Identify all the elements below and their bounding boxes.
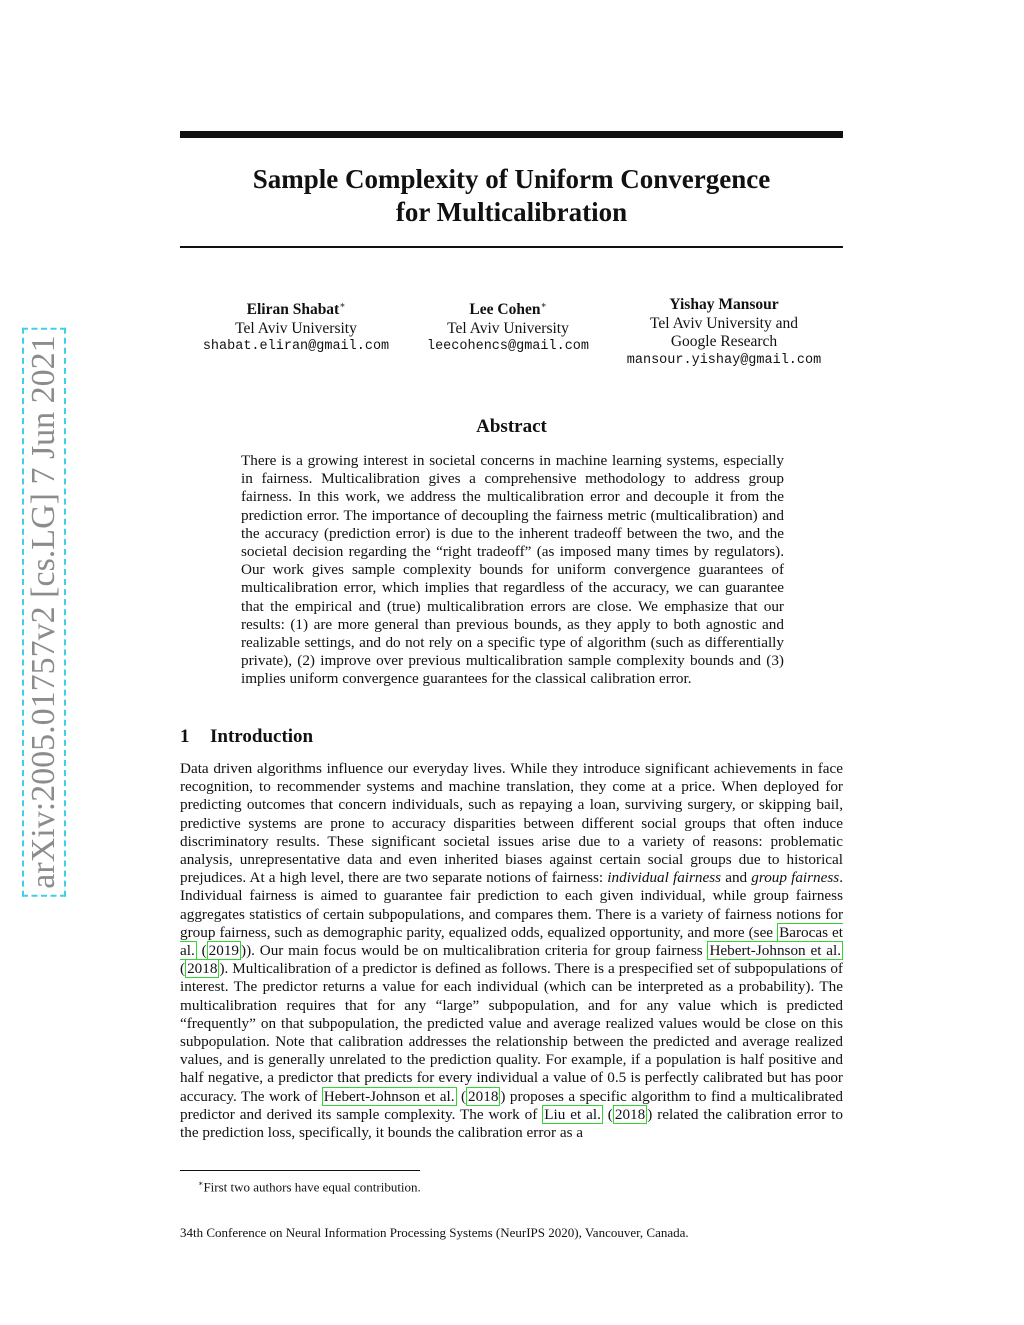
author-name: Yishay Mansour [669, 296, 779, 313]
intro-text-3: )). Our main focus would be on multicalibration criteria for group fairness [241, 942, 708, 960]
author-affiliation: Tel Aviv University [235, 319, 357, 337]
citation-link-barocas[interactable]: Barocas et al. [180, 923, 844, 960]
author-affiliation-line-2: Google Research [670, 333, 778, 350]
author-email: leecohencs@gmail.com [426, 339, 590, 355]
section-title: Introduction [210, 726, 314, 747]
abstract-heading: Abstract [476, 416, 547, 437]
intro-emphasis-group-fairness: group fairness [751, 869, 840, 887]
author-name: Lee Cohen [469, 301, 541, 319]
title-line-1: Sample Complexity of Uniform Convergence [252, 164, 771, 194]
footnote-text: First two authors have equal contribution. [203, 1179, 421, 1195]
intro-text-5: ) proposes a specific algorithm to find a multicalibrated predictor and derived its sample complexity. The work of [180, 1087, 844, 1123]
venue-note: 34th Conference on Neural Information Processing Systems (NeurIPS 2020), Vancouver, Canada. [180, 1225, 689, 1240]
citation-year-link-hebert-johnson-2[interactable]: 2018 [468, 1087, 499, 1105]
intro-text-2: . Individual fairness is aimed to guarantee fair prediction to each given individual, while group fairness aggregates statistics of certain subpopulations, and compares them. There is a variety of fairness notions for group fairness, such as demographic parity, equalized odds, equalized opportunity, and more (see [180, 869, 844, 941]
intro-emphasis-individual-fairness: individual fairness [607, 869, 722, 887]
author-block-2 [412, 296, 604, 357]
footnote-rule [180, 1170, 420, 1171]
footnote [198, 1176, 421, 1195]
author-affiliation-line-1: Tel Aviv University and [649, 314, 798, 332]
citation-link-liu[interactable]: Liu et al. [544, 1105, 601, 1123]
section-heading [180, 726, 313, 748]
intro-text-4: ). Multicalibration of a predictor is defined as follows. There is a prespecified set of subpopulations of interest. The predictor returns a value for each individual (which can be interpreted as a probability). The multicalibration requires that for any “large” subpopulation, and for any value which is predicted “frequently” on that subpopulation, the predicted value and average realized values would be close on this subpopulation. Note that calibration addresses the relationship between the predicted and average realized values, and is generally unrelated to the prediction quality. For example, if a population is half positive and half negative, a predictor that predicts for every individual a value of 0.5 is perfectly calibrated but has poor accuracy. The work of [180, 960, 843, 1105]
title-top-rule [180, 131, 843, 138]
intro-text-1: Data driven algorithms influence our everyday lives. While they introduce significant achievements in face recognition, to recommender systems and machine translation, they come at a price. When deployed for predicting outcomes that concern individuals, such as repaying a loan, surviving surgery, or skipping bail, predictive systems are prone to accuracy disparities between different social groups that often induce discriminatory results. These significant societal issues arise due to a variety of reasons: problematic analysis, unrepresentative data and even inherited biases against certain social groups due to historical prejudices. At a high level, there are two separate notions of fairness: [180, 760, 843, 887]
author-email: mansour.yishay@gmail.com [626, 352, 822, 368]
citation-link-hebert-johnson-2[interactable]: Hebert-Johnson et al. [323, 1087, 455, 1105]
title-bottom-rule [180, 246, 843, 248]
citation-year-link-barocas[interactable]: 2019 [208, 942, 240, 960]
paper-title [180, 163, 843, 229]
citation-year-link-liu[interactable]: 2018 [614, 1105, 646, 1123]
author-name: Eliran Shabat [246, 301, 340, 319]
author-block-1 [190, 296, 402, 357]
intro-text-and: and [721, 869, 752, 887]
author-affiliation: Tel Aviv University [447, 319, 569, 337]
author-mark: ∗ [339, 300, 346, 310]
section-number: 1 [180, 726, 190, 747]
author-email: shabat.eliran@gmail.com [202, 339, 390, 355]
introduction-paragraph: Data driven algorithms influence our everyday lives. While they introduce significant achievements in face recognition, to recommender systems and machine translation, they come at a price. When deployed for predicting outcomes that concern individuals, such as repaying a loan, surviving surgery, or skipping bail, predictive systems are prone to accuracy disparities between different social groups that often induce discriminatory results. These significant societal issues arise due to a variety of reasons: problematic analysis, unrepresentative data and even inherited biases against certain social groups due to historical prejudices. At a high level, there are two separate notions of fairness: individual fairness and group fairness. Individual fairness is aimed to guarantee fair prediction to each given individual, while group fairness aggregates statistics of certain subpopulations, and compares them. There is a variety of fairness notions for group fairness, such as demographic parity, equalized odds, equalized opportunity, and more (see Barocas et al. ( 2019 )). Our main focus would be on multicalibration criteria for group fairness Hebert-Johnson et al. ( 2018 ). Multicalibration of a predictor is defined as follows. There is a prespecified set of subpopulations of interest. The predictor returns a value for each individual (which can be interpreted as a probability). The multicalibration requires that for any “large” subpopulation, and for any value which is predicted “frequently” on that subpopulation, the predicted value and average realized values would be close on this subpopulation. Note that calibration addresses the relationship between the predicted and average realized values, and is generally unrelated to the prediction quality. For example, if a population is half positive and half negative, a predictor that predicts for every individual a value of 0.5 is perfectly calibrated but has poor accuracy. The work of Hebert-Johnson et al. ( 2018 ) proposes a specific algorithm to find a multicalibrated predictor and derived its sample complexity. The work of Liu et al. ( 2018 ) related the calibration error to the prediction loss, specifically, it bounds the calibration error as a [180, 760, 844, 1142]
citation-year-link-hebert-johnson[interactable]: 2018 [187, 960, 218, 978]
abstract-text: There is a growing interest in societal concerns in machine learning systems, especially in fairness. Multicalibration gives a comprehensive methodology to address group fairness. In this work, we address the multicalibration error and decouple it from the prediction error. The importance of decoupling the fairness metric (multicalibration) and the accuracy (prediction error) is due to the inherent tradeoff between the two, and the societal decision regarding the “right tradeoff” (as imposed many times by regulators). Our work gives sample complexity bounds for uniform convergence guarantees of multicalibration error, which implies that regardless of the accuracy, we can guarantee that the empirical and (true) multicalibration errors are close. We emphasize that our results: (1) are more general than previous bounds, as they apply to both agnostic and realizable settings, and do not rely on a specific type of algorithm (such as differentially private), (2) improve over previous multicalibration sample complexity bounds and (3) implies uniform convergence guarantees for the classical calibration error. [241, 452, 784, 688]
arxiv-identifier-link[interactable]: arXiv:2005.01757v2 [cs.LG] 7 Jun 2021 [22, 327, 66, 896]
citation-link-hebert-johnson[interactable]: Hebert-Johnson et al. [709, 942, 841, 960]
footnote-mark: ∗ [198, 1179, 204, 1188]
intro-text-6: ) related the calibration error to the prediction loss, specifically, it bounds the calibration error as a [180, 1105, 843, 1142]
author-block-3 [612, 296, 836, 370]
title-line-2: for Multicalibration [395, 197, 628, 227]
author-mark: ∗ [540, 300, 547, 310]
